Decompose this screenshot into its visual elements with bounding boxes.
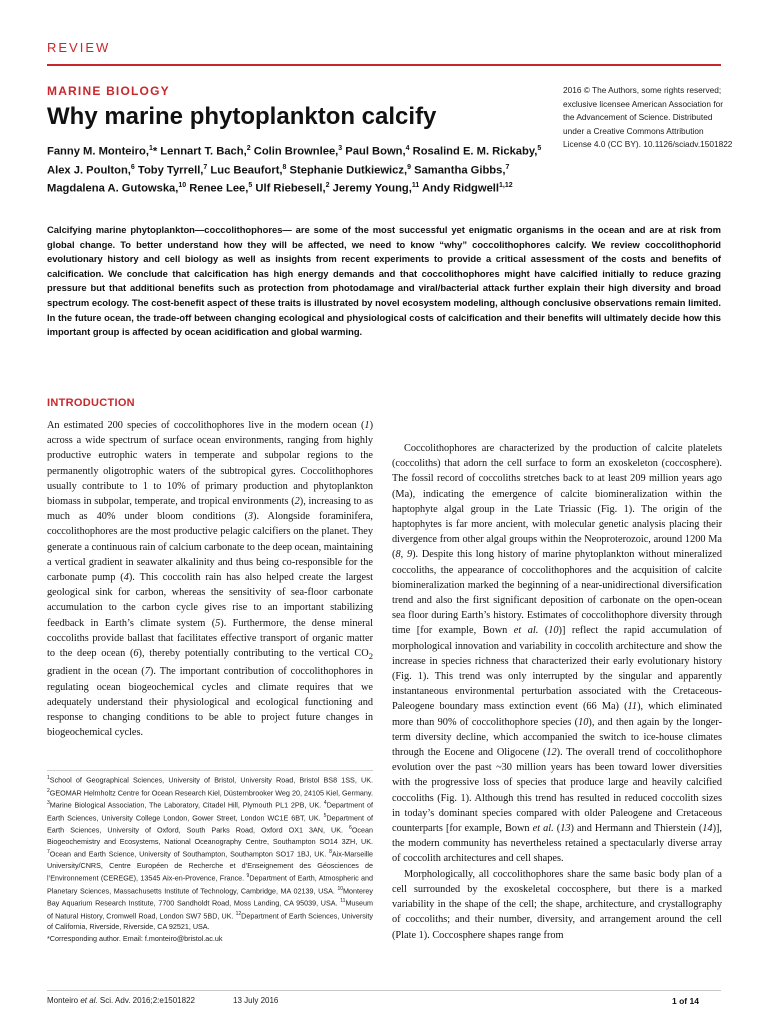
review-label: REVIEW: [47, 40, 111, 55]
section-label: MARINE BIOLOGY: [47, 84, 170, 98]
footer-date: 13 July 2016: [233, 996, 279, 1005]
footer-rule: [47, 990, 721, 991]
intro-paragraph-1: An estimated 200 species of coccolithophores live in the modern ocean (1) across a wide spectrum of surface ocean environments, ranging from highly productive eutrophic waters in temperate and subpolar regions to the permanently oligotrophic waters of the subtropical gyres. Coccolithophores usually contribute to 1 to 10% of primary production and phytoplankton biomass in subpolar, temperate, and tropical environments (2), increasing to as much as 40% under bloom conditions (3). Alongside foraminifera, coccolithophores are the most productive pelagic calcifiers on the planet. They generate a continuous rain of calcium carbonate to the deep ocean, maintaining a vertical gradient in seawater alkalinity and thus being co-responsible for the carbonate pump (4). This coccolith rain has also helped create the largest geological sink for carbon, whereas the sensitivity of sea-floor carbonate accumulation to the carbon cycle gives rise to an important stabilizing feedback in Earth’s climate system (5). Furthermore, the dense mineral coccoliths provide ballast that facilitates effective transport of organic matter to the deep ocean (6), thereby potentially contributing to the vertical $CO_2$ gradient in the ocean (7). The important contribution of coccolithophores in regulating ocean biogeochemical cycles and climate requires that we adequately understand their physiological and ecological functioning and response to changing conditions to be able to project future changes in biogeochemical cycles.: [47, 420, 373, 739]
affiliation-footnotes: $^1$School of Geographical Sciences, University of Bristol, University Road, Bristol BS8 1SS, UK. $^2$GEOMAR Helmholtz Centre for Ocean Research Kiel, Düsternbrooker Weg 20, 24105 Kiel, Germany. $^3$Marine Biological Association, The Laboratory, Citadel Hill, Plymouth PL1 2PB, UK. $^4$Department of Earth Sciences, University College London, Gower Street, London WC1E 6BT, UK. $^5$Department of Earth Sciences, University of Oxford, South Parks Road, Oxford OX1 3AN, UK. $^6$Ocean Biogeochemistry and Ecosystems, National Oceanography Centre, Southampton SO14 3ZH, UK. $^7$Ocean and Earth Science, University of Southampton, Southampton SO17 1BJ, UK. $^8$Aix-Marseille University/CNRS, Centre Européen de Recherche et d’Enseignement des Géosciences de l’Environnement (CEREGE), 13545 Aix-en-Provence, France. $^9$Department of Earth, Atmospheric and Planetary Sciences, Massachusetts Institute of Technology, Cambridge, MA 02139, USA. $^{10}$Monterey Bay Aquarium Research Institute, 7700 Sandholdt Road, Moss Landing, CA 95039, USA. $^{11}$Museum of Natural History, Cromwell Road, London SW7 5BD, UK. $^{12}$Department of Earth Sciences, University of California, Riverside, Riverside, CA 92521, USA. *Corresponding author. Email: f.monteiro@bristol.ac.uk: [47, 775, 374, 943]
license-text: 2016 © The Authors, some rights reserved; exclusive licensee American Association for the Advancement of Science. Distributed under a Creative Commons Attribution License 4.0 (CC BY). 10.1126/sciadv.1501822: [563, 85, 733, 150]
footer-citation: Monteiro et al. Sci. Adv. 2016;2:e1501822: [47, 996, 195, 1005]
footnote-rule: [47, 770, 373, 771]
article-title: Why marine phytoplankton calcify: [47, 103, 437, 130]
author-list: Fanny M. Monteiro,$^1$* Lennart T. Bach,$^2$ Colin Brownlee,$^3$ Paul Bown,$^4$ Rosalind E. M. Rickaby,$^5$ Alex J. Poulton,$^6$ Toby Tyrrell,$^7$ Luc Beaufort,$^8$ Stephanie Dutkiewicz,$^9$ Samantha Gibbs,$^7$ Magdalena A. Gutowska,$^{10}$ Renee Lee,$^5$ Ulf Riebesell,$^2$ Jeremy Young,$^{11}$ Andy Ridgwell$^{1,12}$: [47, 145, 542, 196]
header-rule: [47, 64, 721, 66]
page-number: 1 of 14: [672, 996, 699, 1006]
intro-paragraph-2: Coccolithophores are characterized by the production of calcite platelets (coccoliths) that adorn the cell surface to form an exoskeleton (coccosphere). The fossil record of coccoliths stretches back to at least 209 million years ago (Ma), indicating the emergence of calcite biomineralization within the haptophyte algal group in the Late Triassic (Fig. 1). The origin of the haptophytes is far more ancient, with molecular genetic analysis placing their divergence from other algal groups within the Neoproterozoic, around 1200 Ma (8, 9). Despite this long history of marine phytoplankton without mineralized coccoliths, the appearance of coccolithophores and the acquisition of calcite biomineralization marked the beginning of a near-unidirectional diversification trend and also the first significant deposition of carbonate on the open-ocean sea floor during Earth’s history. Estimates of coccolithophore diversity through time [for example, Bown et al. (10)] reflect the rapid accumulation of morphological innovation and variability in coccolith architecture and show the increase in species richness that characterized their early evolutionary history (Fig. 1). This trend was only interrupted by the singular and apparently instantaneous environmental perturbation associated with the Cretaceous-Paleogene boundary mass extinction event (66 Ma) (11), which eliminated more than 90% of coccolithophore species (10), and then again by the longer-term diversity decline, which accompanied the switch to ice-house climates through the Eocene and Oligocene (12). The overall trend of coccolithophore evolution over the past ~30 million years has been toward lower diversities with the progressive loss of species that produce large and heavily calcified coccoliths (Fig. 1). Although this trend has resulted in reduced coccolith sizes in today’s dominant species compared with older Paleogene and Cretaceous counterparts [for example, Bown et al. (13) and Hermann and Thierstein (14)], the modern community has nevertheless retained a spectacularly diverse array of coccolith architectures and cell shapes.: [392, 443, 723, 865]
intro-paragraph-3: Morphologically, all coccolithophores share the same basic body plan of a cell surrounded by the exoskeletal coccosphere, but there is a marked variability in the shape of the cell; the shape, architecture, and crystallography of coccoliths; and their number, diversity, and arrangement around the cell (Plate 1). Coccosphere shapes range from: [392, 868, 722, 941]
body-column-left: [47, 418, 373, 740]
body-column-right: [392, 441, 722, 943]
abstract: Calcifying marine phytoplankton—coccolithophores— are some of the most successful yet enigmatic organisms in the ocean and are at risk from global change. To better understand how they will be affected, we need to know “why” coccolithophores calcify. We review coccolithophorid evolutionary history and cell biology as well as insights from recent experiments to provide a critical assessment of the costs and benefits of calcification. We conclude that calcification has high energy demands and that coccolithophores might have calcified initially to reduce grazing pressure but that additional benefits such as protection from photodamage and viral/bacterial attack further explain their high diversity and broad spectrum ecology. The cost-benefit aspect of these traits is illustrated by novel ecosystem modeling, although conclusive observations remain limited. In the future ocean, the trade-off between changing ecological and physiological costs of calcification and their benefits will ultimately decide how this important group is affected by ocean acidification and global warming.: [47, 224, 721, 338]
section-heading-introduction: INTRODUCTION: [47, 397, 135, 409]
